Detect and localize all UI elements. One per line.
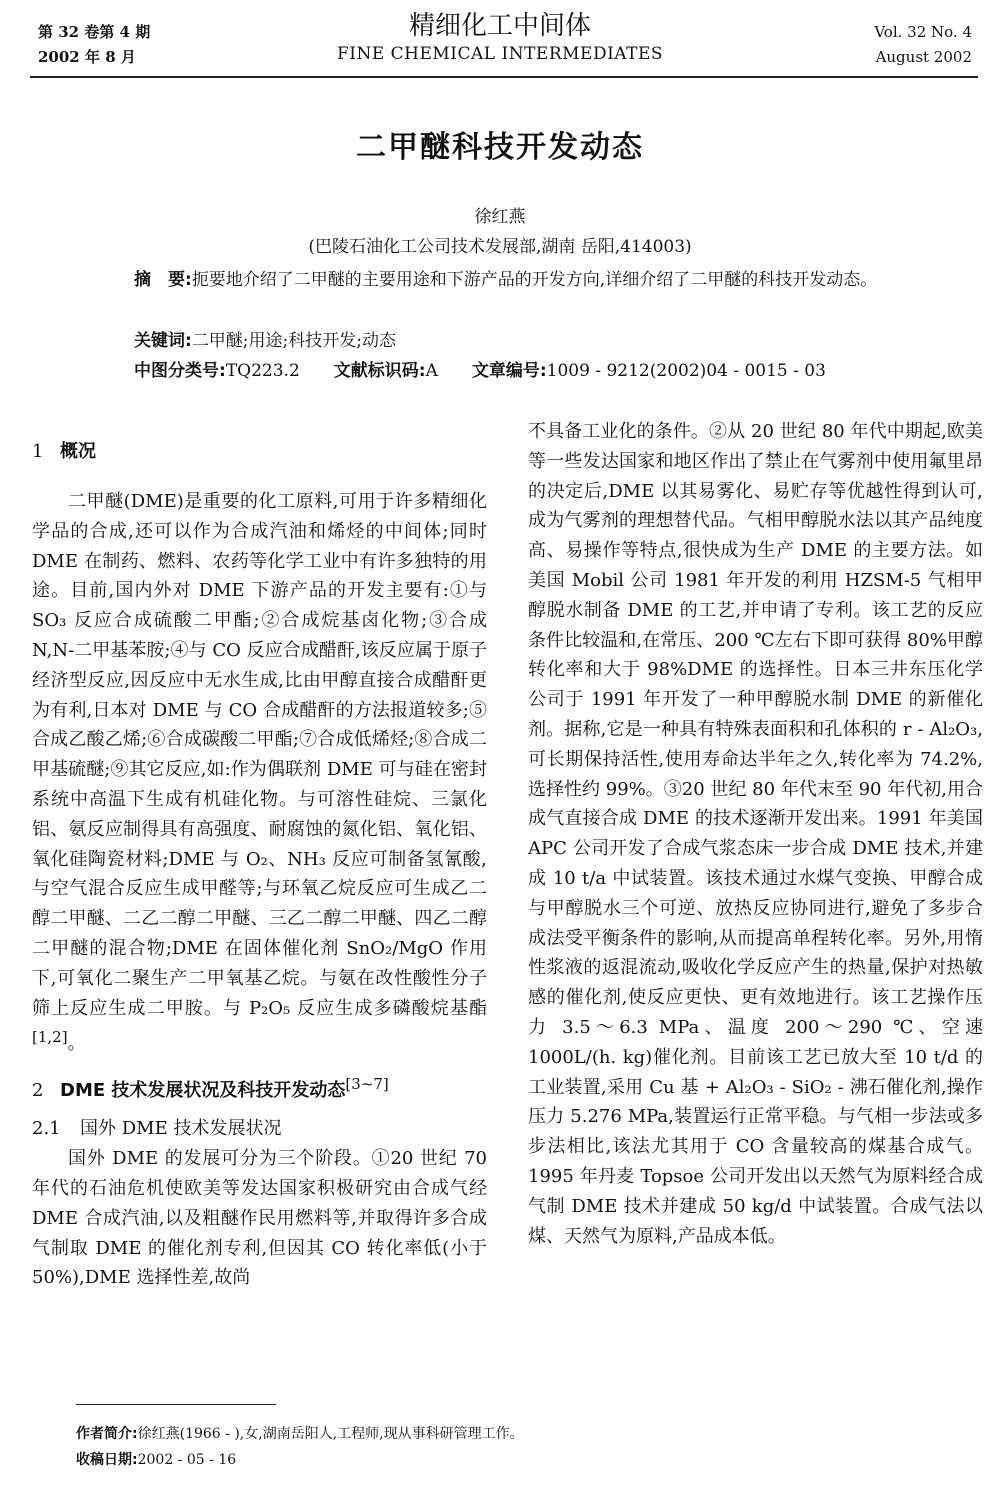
footnote-author-bio — [76, 1424, 524, 1444]
section-2-title: DME 技术发展状况及科技开发动态 — [60, 1080, 346, 1102]
section-2-heading — [32, 1069, 487, 1106]
clc-label: 中图分类号: — [134, 361, 226, 381]
header-volume-issue: 第 32 卷第 4 期 — [38, 23, 151, 41]
article-affiliation: (巴陵石油化工公司技术发展部,湖南 岳阳,414003) — [308, 237, 692, 257]
section-2-1-number: 2.1 — [32, 1118, 61, 1140]
left-column — [32, 437, 487, 1293]
journal-name-cn: 精细化工中间体 — [408, 11, 591, 41]
section-1-number: 1 — [32, 441, 44, 462]
section-2-number: 2 — [32, 1080, 44, 1102]
section-2-1-heading — [32, 1114, 487, 1144]
article-number-label: 文章编号: — [471, 361, 547, 381]
footnote-received-label: 收稿日期: — [76, 1452, 138, 1468]
paragraph-foreign-development-cont: 不具备工业化的条件。②从 20 世纪 80 年代中期起,欧美等一些发达国家和地区作出了禁止在气雾剂中使用氟里昂的决定后,DME 以其易雾化、易贮存等优越性得到认可,成为气雾剂的理想替代品。气相甲醇脱水法以其产品纯度高、易操作等特点,很快成为生产 DME 的主要方法。如美国 Mobil 公司 1981 年开发的利用 HZSM-5 气相甲醇脱水制备 DME 的工艺,并申请了专利。该工艺的反应条件比较温和,在常压、200 ℃左右下即可获得 80%甲醇转化率和大于 98%DME 的选择性。日本三井东压化学公司于 1991 年开发了一种甲醇脱水制 DME 的新催化剂。据称,它是一种具有特殊表面积和孔体积的 r - Al₂O₃,可长期保持活性,使用寿命达半年之久,转化率为 74.2%,选择性约 99%。③20 世纪 80 年代末至 90 年代初,用合成气直接合成 DME 的技术逐渐开发出来。1991 年美国 APC 公司开发了合成气浆态床一步合成 DME 技术,并建成 10 t/a 中试装置。该技术通过水煤气变换、甲醇合成与甲醇脱水三个可逆、放热反应协同进行,避免了多步合成法受平衡条件的影响,从而提高单程转化率。另外,用惰性浆液的返混流动,吸收化学反应产生的热量,保护对热敏感的催化剂,使反应更快、更有效地进行。该工艺操作压力 3.5～6.3 MPa、温度 200～290 ℃、空速 1000L/(h. kg)催化剂。目前该工艺已放大至 10 t/d 的工业装置,采用 Cu 基 + Al₂O₃ - SiO₂ - 沸石催化剂,操作压力 5.276 MPa,装置运行正常平稳。与气相一步法或多步法相比,该法尤其用于 CO 含量较高的煤基合成气。1995 年丹麦 Topsoe 公司开发出以天然气为原料经合成气制 DME 技术并建成 50 kg/d 中试装置。合成气法以煤、天然气为原料,产品成本低。 — [528, 421, 983, 1247]
abstract — [82, 266, 932, 295]
abstract-text: 扼要地介绍了二甲醚的主要用途和下游产品的开发方向,详细介绍了二甲醚的科技开发动态。 — [191, 270, 878, 290]
paragraph-overview-text: 二甲醚(DME)是重要的化工原料,可用于许多精细化学品的合成,还可以作为合成汽油和烯烃的中间体;同时 DME 在制药、燃料、农药等化学工业中有许多独特的用途。目前,国内外对 DME 下游产品的开发主要有:①与 SO₃ 反应合成硫酸二甲酯;②合成烷基卤化物;③合成 N,N-二甲基苯胺;④与 CO 反应合成醋酐,该反应属于原子经济型反应,因反应中无水生成,比由甲醇直接合成醋酐更为有利,日本对 DME 与 CO 合成醋酐的方法报道较多;⑤合成乙酸乙烯;⑥合成碳酸二甲酯;⑦合成低烯烃;⑧合成二甲基硫醚;⑨其它反应,如:作为偶联剂 DME 可与硅在密封系统中高温下生成有机硅化物。与可溶性硅烷、三氯化铝、氨反应制得具有高强度、耐腐蚀的氮化铝、氧化铝、氧化硅陶瓷材料;DME 与 O₂、NH₃ 反应可制备氢氰酸,与空气混合反应生成甲醛等;与环氧乙烷反应可生成乙二醇二甲醚、二乙二醇二甲醚、三乙二醇二甲醚、四乙二醇二甲醚的混合物;DME 在固体催化剂 SnO₂/MgO 作用下,可氧化二聚生产二甲氧基乙烷。与氨在改性酸性分子筛上反应生成二甲胺。与 P₂O₅ 反应生成多磷酸烷基酯 — [32, 491, 487, 1019]
section-2-ref: [3~7] — [345, 1075, 389, 1094]
keywords-label: 关键词: — [134, 331, 192, 351]
article-title: 二甲醚科技开发动态 — [356, 130, 644, 165]
keywords-text: 二甲醚;用途;科技开发;动态 — [191, 331, 396, 351]
right-column — [528, 417, 983, 1251]
footnote-received-date — [76, 1450, 236, 1470]
section-1-title: 概况 — [60, 441, 96, 462]
abstract-label: 摘 要: — [134, 270, 192, 290]
journal-name-en: FINE CHEMICAL INTERMEDIATES — [336, 44, 664, 64]
footnote-author-label: 作者简介: — [76, 1426, 138, 1442]
paragraph-overview-end: 。 — [67, 1033, 86, 1055]
citation-ref: [1,2] — [32, 1028, 68, 1047]
section-1-heading — [32, 437, 487, 467]
doc-code-value: A — [425, 361, 438, 381]
header-date-en: August 2002 — [875, 48, 972, 66]
journal-masthead — [0, 10, 1000, 66]
clc-value: TQ223.2 — [225, 361, 300, 381]
footnote-divider — [76, 1404, 276, 1405]
footnote-received-text: 2002 - 05 - 16 — [137, 1452, 237, 1468]
section-2-1-title: 国外 DME 技术发展状况 — [80, 1118, 282, 1140]
doc-code-label: 文献标识码: — [333, 361, 426, 381]
header-divider — [30, 76, 978, 78]
header-date: 2002 年 8 月 — [38, 48, 136, 66]
paragraph-overview — [32, 487, 487, 1059]
header-issue-info-en — [874, 20, 972, 70]
classification-line — [134, 357, 826, 386]
keywords — [134, 327, 396, 356]
footnote-author-text: 徐红燕(1966 - ),女,湖南岳阳人,工程师,现从事科研管理工作。 — [137, 1426, 524, 1442]
article-number-value: 1009 - 9212(2002)04 - 0015 - 03 — [546, 361, 826, 381]
article-author: 徐红燕 — [474, 207, 526, 227]
paragraph-foreign-development: 国外 DME 的发展可分为三个阶段。①20 世纪 70 年代的石油危机使欧美等发达国家积极研究由合成气经 DME 合成汽油,以及粗醚作民用燃料等,并取得许多合成气制取 DME 的催化剂专利,但因其 CO 转化率低(小于 50%),DME 选择性差,故尚 — [32, 1148, 487, 1289]
header-volume-en: Vol. 32 No. 4 — [874, 23, 972, 41]
